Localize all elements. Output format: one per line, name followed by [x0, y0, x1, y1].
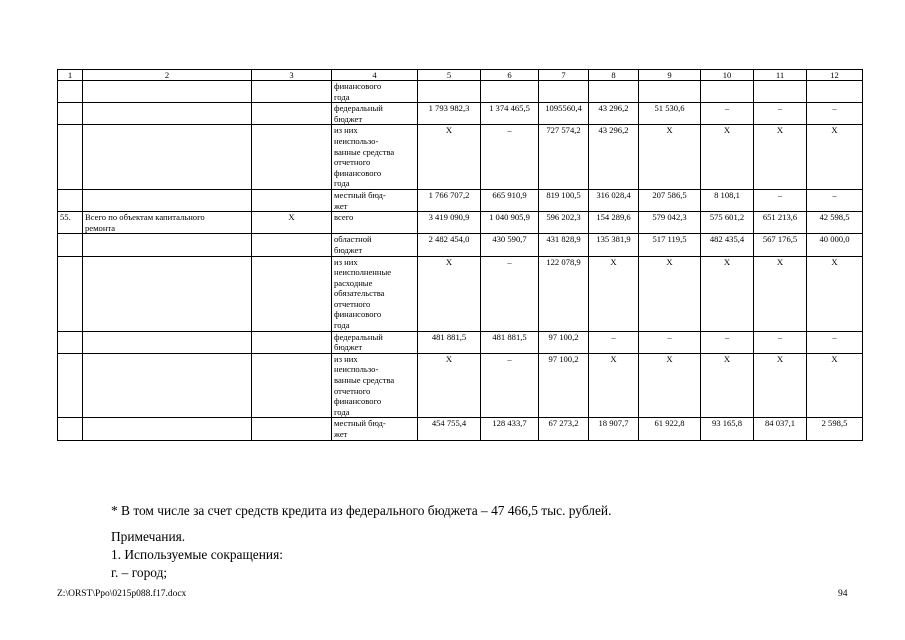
table-cell: 1 793 982,3: [418, 103, 481, 125]
table-cell: X: [807, 256, 863, 331]
table-cell: X: [418, 125, 481, 190]
table-cell: 40 000,0: [807, 234, 863, 256]
table-cell: 207 586,5: [639, 189, 701, 211]
table-cell: [58, 331, 83, 353]
table-cell: –: [754, 103, 807, 125]
table-cell: –: [589, 331, 639, 353]
table-cell: 67 273,2: [539, 418, 589, 440]
table-cell: –: [807, 103, 863, 125]
table-cell: X: [754, 353, 807, 418]
table-cell: 97 100,2: [539, 353, 589, 418]
column-header: 7: [539, 70, 589, 81]
table-cell: 42 598,5: [807, 212, 863, 234]
table-cell: областной бюджет: [332, 234, 418, 256]
table-cell: X: [639, 353, 701, 418]
table-cell: 431 828,9: [539, 234, 589, 256]
table-cell: 1 374 465,5: [481, 103, 539, 125]
column-header: 3: [252, 70, 332, 81]
column-header: 8: [589, 70, 639, 81]
table-cell: 482 435,4: [701, 234, 754, 256]
table-cell: X: [589, 256, 639, 331]
table-cell: X: [807, 353, 863, 418]
table-cell: X: [701, 256, 754, 331]
table-cell: 727 574,2: [539, 125, 589, 190]
table-cell: 575 601,2: [701, 212, 754, 234]
table-cell: федеральный бюджет: [332, 103, 418, 125]
table-row: [58, 353, 863, 418]
table-cell: [252, 189, 332, 211]
table-cell: 1095560,4: [539, 103, 589, 125]
table-cell: из них неисполненные расходные обязательства отчетного финансового года: [332, 256, 418, 331]
column-header: 4: [332, 70, 418, 81]
table-cell: [252, 81, 332, 103]
table-cell: [252, 331, 332, 353]
note-item-2: г. – город;: [111, 565, 168, 580]
table-cell: 43 296,2: [589, 103, 639, 125]
table-cell: 454 755,4: [418, 418, 481, 440]
table-cell: [58, 256, 83, 331]
budget-table: [57, 69, 863, 441]
table-cell: –: [639, 331, 701, 353]
table-cell: X: [418, 353, 481, 418]
table-cell: [58, 125, 83, 190]
table-cell: 517 119,5: [639, 234, 701, 256]
table-cell: 665 910,9: [481, 189, 539, 211]
table-cell: 651 213,6: [754, 212, 807, 234]
table-cell: 819 100,5: [539, 189, 589, 211]
table-cell: 481 881,5: [418, 331, 481, 353]
table-row: [58, 256, 863, 331]
table-cell: 2 598,5: [807, 418, 863, 440]
table-row: [58, 234, 863, 256]
table-cell: 51 530,6: [639, 103, 701, 125]
table-cell: 43 296,2: [589, 125, 639, 190]
table-cell: X: [701, 125, 754, 190]
table-row: [58, 418, 863, 440]
footnote: * В том числе за счет средств кредита из федерального бюджета – 47 466,5 тыс. рублей.: [111, 503, 612, 518]
table-cell: 1 040 905,9: [481, 212, 539, 234]
table-cell: –: [481, 125, 539, 190]
table-cell: X: [701, 353, 754, 418]
table-cell: X: [252, 212, 332, 234]
table-cell: [58, 234, 83, 256]
table-cell: –: [754, 189, 807, 211]
table-row: [58, 189, 863, 211]
table-cell: финансового года: [332, 81, 418, 103]
table-cell: [58, 353, 83, 418]
table-row: [58, 212, 863, 234]
table-cell: 430 590,7: [481, 234, 539, 256]
table-cell: [83, 103, 252, 125]
notes-heading: Примечания.: [111, 529, 186, 544]
table-cell: [252, 418, 332, 440]
table-body: [58, 70, 863, 441]
column-header: 11: [754, 70, 807, 81]
table-cell: [83, 418, 252, 440]
table-cell: –: [807, 331, 863, 353]
table-cell: [252, 256, 332, 331]
table-cell: [701, 81, 754, 103]
table-cell: –: [754, 331, 807, 353]
table-cell: из них неиспользо- ванные средства отчетного финансового года: [332, 125, 418, 190]
table-cell: 128 433,7: [481, 418, 539, 440]
table-cell: Всего по объектам капитального ремонта: [83, 212, 252, 234]
table-cell: местный бюд- жет: [332, 418, 418, 440]
column-header: 5: [418, 70, 481, 81]
table-cell: X: [754, 256, 807, 331]
column-header: 6: [481, 70, 539, 81]
table-cell: [252, 234, 332, 256]
table-cell: [481, 81, 539, 103]
table-cell: 316 028,4: [589, 189, 639, 211]
table-cell: [83, 234, 252, 256]
table-cell: X: [639, 125, 701, 190]
table-cell: 567 176,5: [754, 234, 807, 256]
table-cell: X: [754, 125, 807, 190]
table-cell: местный бюд- жет: [332, 189, 418, 211]
table-cell: [83, 81, 252, 103]
table-cell: –: [481, 256, 539, 331]
column-header: 2: [83, 70, 252, 81]
column-header: 10: [701, 70, 754, 81]
table-header-row: [58, 70, 863, 81]
table-cell: [418, 81, 481, 103]
table-cell: [639, 81, 701, 103]
table-cell: из них неиспользо- ванные средства отчетного финансового года: [332, 353, 418, 418]
table-cell: [252, 125, 332, 190]
table-cell: [83, 189, 252, 211]
column-header: 9: [639, 70, 701, 81]
table-cell: 1 766 707,2: [418, 189, 481, 211]
table-cell: [58, 81, 83, 103]
table-cell: 2 482 454,0: [418, 234, 481, 256]
file-path: Z:\ORST\Ppo\0215p088.f17.docx: [57, 589, 187, 599]
note-item-1: 1. Используемые сокращения:: [111, 547, 283, 562]
page-number: 94: [838, 589, 848, 599]
table-cell: –: [701, 103, 754, 125]
table-cell: 55.: [58, 212, 83, 234]
table-cell: –: [807, 189, 863, 211]
table-cell: [83, 256, 252, 331]
table-cell: 481 881,5: [481, 331, 539, 353]
table-cell: [83, 353, 252, 418]
table-cell: федеральный бюджет: [332, 331, 418, 353]
table-cell: [589, 81, 639, 103]
table-cell: 18 907,7: [589, 418, 639, 440]
table-cell: 579 042,3: [639, 212, 701, 234]
table-row: [58, 331, 863, 353]
table-cell: X: [418, 256, 481, 331]
table-cell: 97 100,2: [539, 331, 589, 353]
table-row: [58, 81, 863, 103]
table-cell: [58, 103, 83, 125]
table-cell: [252, 103, 332, 125]
table-cell: X: [807, 125, 863, 190]
table-cell: [539, 81, 589, 103]
table-cell: [58, 189, 83, 211]
table-cell: X: [589, 353, 639, 418]
column-header: 12: [807, 70, 863, 81]
table-cell: [252, 353, 332, 418]
table-cell: 3 419 090,9: [418, 212, 481, 234]
table-cell: 8 108,1: [701, 189, 754, 211]
column-header: 1: [58, 70, 83, 81]
table-cell: 61 922,8: [639, 418, 701, 440]
table-cell: –: [481, 353, 539, 418]
table-row: [58, 103, 863, 125]
table-cell: –: [701, 331, 754, 353]
table-cell: 122 078,9: [539, 256, 589, 331]
table-cell: [58, 418, 83, 440]
table-cell: 154 289,6: [589, 212, 639, 234]
table-cell: 84 037,1: [754, 418, 807, 440]
table-cell: [807, 81, 863, 103]
table-row: [58, 125, 863, 190]
table-cell: [83, 125, 252, 190]
table-cell: 596 202,3: [539, 212, 589, 234]
table-cell: 135 381,9: [589, 234, 639, 256]
table-cell: всего: [332, 212, 418, 234]
table-cell: 93 165,8: [701, 418, 754, 440]
table-cell: X: [639, 256, 701, 331]
table-cell: [83, 331, 252, 353]
table-cell: [754, 81, 807, 103]
